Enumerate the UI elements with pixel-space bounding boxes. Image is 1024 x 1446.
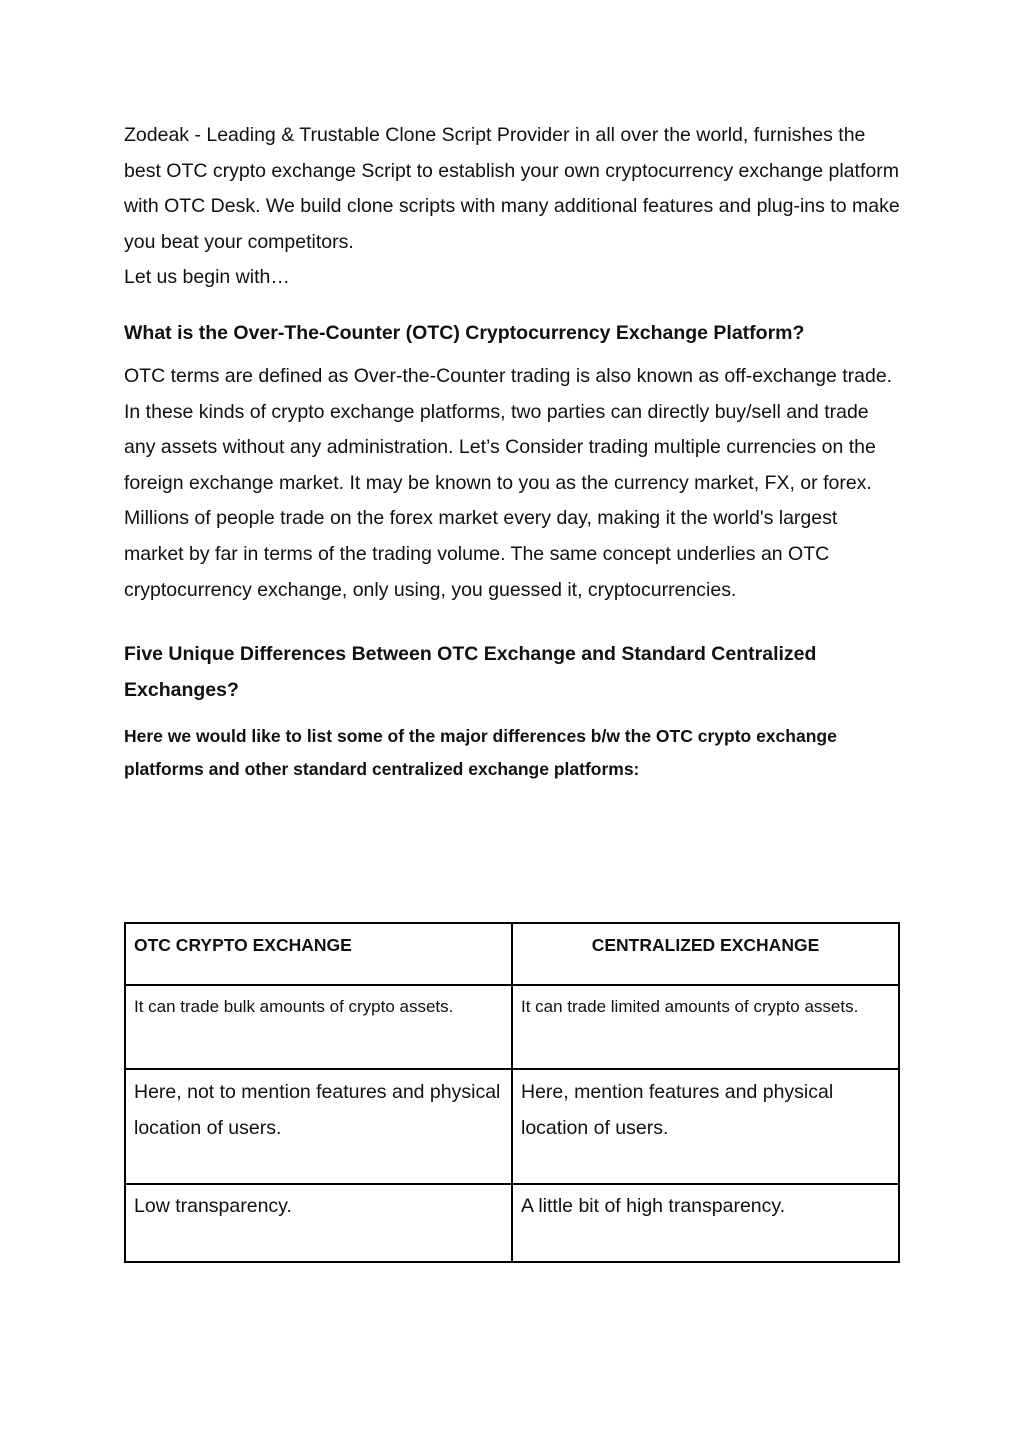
table-header-cell bbox=[512, 923, 899, 985]
differences-intro: Here we would like to list some of the major differences b/w the OTC crypto exchange platforms and other standard centralized exchange platforms: bbox=[124, 726, 837, 779]
cell-text: Low transparency. bbox=[134, 1195, 292, 1217]
cell-text: Here, not to mention features and physical location of users. bbox=[134, 1081, 501, 1139]
document-body bbox=[124, 118, 900, 785]
table-cell bbox=[125, 1069, 512, 1184]
table-cell bbox=[512, 1184, 899, 1262]
cell-text: Here, mention features and physical location of users. bbox=[521, 1081, 834, 1139]
cell-text: It can trade bulk amounts of crypto assets. bbox=[134, 997, 454, 1016]
table-cell bbox=[512, 1069, 899, 1184]
table-row bbox=[125, 985, 899, 1069]
comparison-table bbox=[124, 922, 900, 1263]
header-centralized-label: CENTRALIZED EXCHANGE bbox=[591, 935, 820, 955]
table-header-cell bbox=[125, 923, 512, 985]
section-heading-differences: Five Unique Differences Between OTC Exchange and Standard Centralized Exchanges? bbox=[124, 643, 817, 701]
table-row bbox=[125, 1184, 899, 1262]
section-heading-otc-definition: What is the Over-The-Counter (OTC) Cryptocurrency Exchange Platform? bbox=[124, 321, 805, 344]
table-header-row bbox=[125, 923, 899, 985]
intro-paragraph: Zodeak - Leading & Trustable Clone Script Provider in all over the world, furnishes the best OTC crypto exchange Script to establish your own cryptocurrency exchange platform with OTC Desk. We build clone scripts with many additional features and plug-ins to make you beat your competitors. bbox=[124, 124, 900, 253]
table-row bbox=[125, 1069, 899, 1184]
table-cell bbox=[125, 1184, 512, 1262]
cell-text: A little bit of high transparency. bbox=[521, 1195, 786, 1217]
table-cell bbox=[125, 985, 512, 1069]
intro-begin-line: Let us begin with… bbox=[124, 266, 290, 289]
otc-definition-paragraph: OTC terms are defined as Over-the-Counter trading is also known as off-exchange trade. In these kinds of crypto exchange platforms, two parties can directly buy/sell and trade any assets without any administration. Let’s Consider trading multiple currencies on the foreign exchange market. It may be known to you as the currency market, FX, or forex. Millions of people trade on the forex market every day, making it the world's largest market by far in terms of the trading volume. The same concept underlies an OTC cryptocurrency exchange, only using, you guessed it, cryptocurrencies. bbox=[124, 364, 893, 601]
table-cell bbox=[512, 985, 899, 1069]
cell-text: It can trade limited amounts of crypto assets. bbox=[521, 997, 859, 1016]
header-otc-label: OTC CRYPTO EXCHANGE bbox=[134, 935, 352, 955]
